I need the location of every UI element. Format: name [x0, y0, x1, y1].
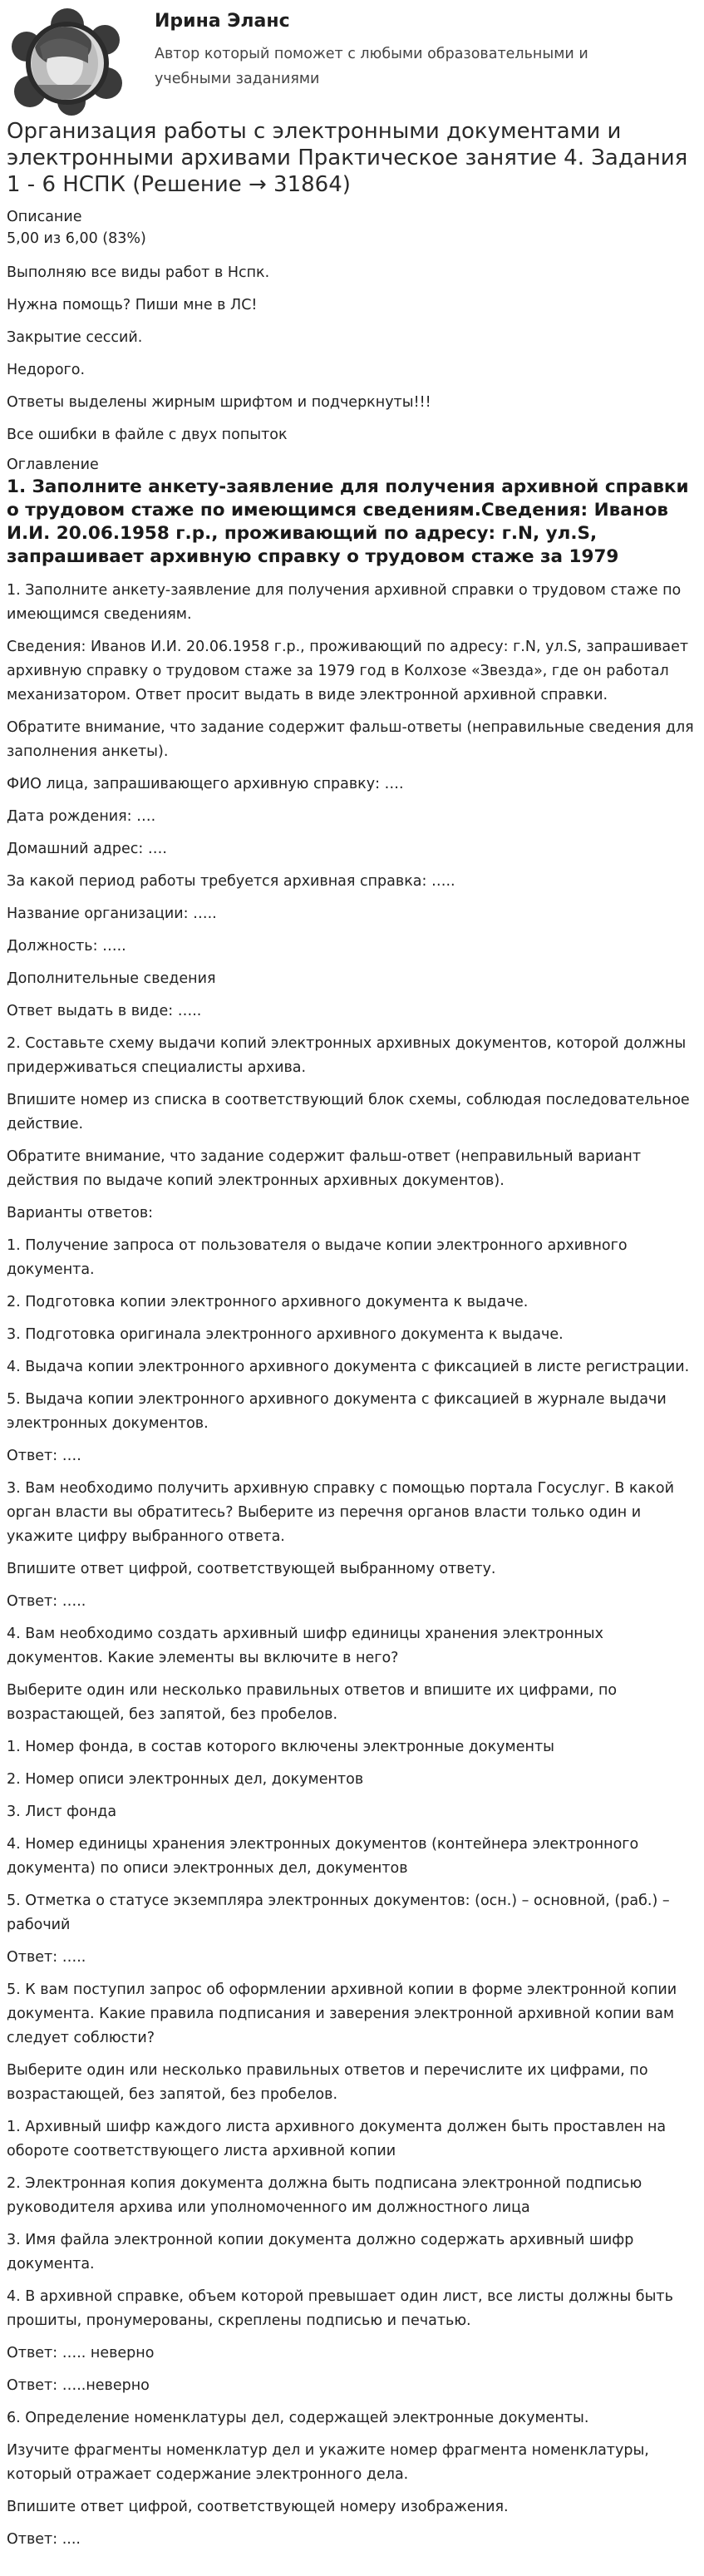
- body-paragraph: Ответ: …..: [7, 1949, 86, 1966]
- body-paragraph: 2. Электронная копия документа должна быть подписана электронной подписью руководителя архива или уполномоченного им должностного лица: [7, 2175, 642, 2216]
- intro-line: Недорого.: [7, 362, 86, 378]
- body-paragraph: 2. Составьте схему выдачи копий электронных архивных документов, которой должны придерживаться специалисты архива.: [7, 1035, 687, 1076]
- body-paragraph: 4. В архивной справке, объем которой превышает один лист, все листы должны быть прошиты, пронумерованы, скреплены подписью и печатью.: [7, 2288, 673, 2329]
- body-paragraph: 1. Архивный шифр каждого листа архивного документа должен быть проставлен на обороте соответствующего листа архивной копии: [7, 2119, 667, 2159]
- body-paragraph: 3. Вам необходимо получить архивную справку с помощью портала Госуслуг. В какой орган власти вы обратитесь? Выберите из перечня органов власти только один и укажите цифру выбранного ответа.: [7, 1480, 674, 1545]
- body-paragraph: Обратите внимание, что задание содержит фальш-ответы (неправильные сведения для заполнения анкеты).: [7, 719, 694, 760]
- body-paragraph: 4. Номер единицы хранения электронных документов (контейнера электронного документа) по описи электронных дел, документов: [7, 1836, 639, 1877]
- body-paragraph: Ответ: …..: [7, 1593, 86, 1610]
- toc-label[interactable]: Оглавление: [7, 456, 99, 473]
- description-label: Описание: [7, 209, 82, 225]
- body-paragraph: 1. Номер фонда, в состав которого включены электронные документы: [7, 1739, 554, 1755]
- body-paragraph: 3. Подготовка оригинала электронного архивного документа к выдаче.: [7, 1326, 564, 1343]
- intro-line: Все ошибки в файле с двух попыток: [7, 427, 288, 443]
- body-paragraph: Впишите ответ цифрой, соответствующей номеру изображения.: [7, 2499, 509, 2515]
- body-paragraph: Домашний адрес: ….: [7, 841, 167, 857]
- body-paragraph: Варианты ответов:: [7, 1205, 154, 1221]
- body-paragraph: 5. Отметка о статусе экземпляра электронных документов: (осн.) – основной, (раб.) – рабочий: [7, 1893, 670, 1933]
- body-paragraph: 1. Получение запроса от пользователя о выдаче копии электронного архивного документа.: [7, 1237, 628, 1278]
- body-paragraph: За какой период работы требуется архивная справка: …..: [7, 873, 455, 890]
- intro-line: Нужна помощь? Пиши мне в ЛС!: [7, 297, 258, 313]
- avatar-frame-icon: [8, 5, 126, 116]
- body-paragraph: Ответ: ….. неверно: [7, 2345, 155, 2361]
- body-paragraph: 5. Выдача копии электронного архивного документа с фиксацией в журнале выдачи электронных документов.: [7, 1391, 667, 1432]
- body-paragraph: Впишите номер из списка в соответствующий блок схемы, соблюдая последовательное действие.: [7, 1092, 690, 1133]
- body-paragraph: ФИО лица, запрашивающего архивную справку: ….: [7, 776, 404, 792]
- intro-line: Ответы выделены жирным шрифтом и подчеркнуты!!!: [7, 394, 431, 411]
- body-paragraph: Выберите один или несколько правильных ответов и впишите их цифрами, по возрастающей, без запятой, без пробелов.: [7, 1682, 618, 1723]
- body-paragraph: 3. Имя файла электронной копии документа должно содержать архивный шифр документа.: [7, 2232, 634, 2273]
- body-paragraph: Ответ: ….: [7, 1448, 81, 1464]
- body-paragraph: 2. Подготовка копии электронного архивного документа к выдаче.: [7, 1294, 529, 1310]
- body-paragraph: 2. Номер описи электронных дел, документов: [7, 1771, 364, 1788]
- author-name[interactable]: Ирина Эланс: [155, 11, 290, 32]
- body-paragraph: Дополнительные сведения: [7, 970, 216, 987]
- body-paragraph: 4. Выдача копии электронного архивного документа с фиксацией в листе регистрации.: [7, 1359, 690, 1375]
- author-card: [0, 0, 704, 116]
- body-paragraph: Впишите ответ цифрой, соответствующей выбранному ответу.: [7, 1561, 496, 1577]
- body-paragraph: Ответ выдать в виде: …..: [7, 1003, 202, 1019]
- body-paragraph: Ответ: ....: [7, 2531, 81, 2548]
- intro-line: Закрытие сессий.: [7, 329, 143, 346]
- body-paragraph: Изучите фрагменты номенклатур дел и укажите номер фрагмента номенклатуры, который отражает содержание электронного дела.: [7, 2442, 649, 2483]
- section-heading: 1. Заполните анкету-заявление для получения архивной справки о трудовом стаже по имеющимся сведениям.Сведения: Иванов И.И. 20.06.1958 г.р., проживающий по адресу: г.N, ул.S, запрашивает архивную справку о трудовом стаже за 1979: [7, 476, 689, 567]
- rating-value: 5,00 из 6,00 (83%): [7, 230, 146, 247]
- body-paragraph: Дата рождения: ….: [7, 808, 156, 825]
- body-paragraph: 6. Определение номенклатуры дел, содержащей электронные документы.: [7, 2410, 589, 2426]
- body-paragraph: Обратите внимание, что задание содержит фальш-ответ (неправильный вариант действия по выдаче копий электронных архивных документов).: [7, 1148, 642, 1189]
- body-paragraph: Название организации: …..: [7, 906, 217, 922]
- body-paragraph: Выберите один или несколько правильных ответов и перечислите их цифрами, по возрастающей, без запятой, без пробелов.: [7, 2062, 648, 2103]
- body-paragraph: 4. Вам необходимо создать архивный шифр единицы хранения электронных документов. Какие элементы вы включите в него?: [7, 1626, 603, 1666]
- author-description: Автор который поможет с любыми образовательными и учебными заданиями: [155, 46, 588, 87]
- body-paragraph: Должность: …..: [7, 938, 126, 955]
- body-paragraph: Сведения: Иванов И.И. 20.06.1958 г.р., проживающий по адресу: г.N, ул.S, запрашивает архивную справку о трудовом стаже за 1979 год в Колхозе «Звезда», где он работал механизатором. Ответ просит выдать в виде электронной архивной справки.: [7, 639, 689, 703]
- avatar[interactable]: [8, 5, 126, 116]
- intro-line: Выполняю все виды работ в Нспк.: [7, 264, 270, 281]
- body-paragraph: 1. Заполните анкету-заявление для получения архивной справки о трудовом стаже по имеющимся сведениям.: [7, 582, 682, 623]
- body-paragraph: 3. Лист фонда: [7, 1804, 117, 1820]
- page-title: Организация работы с электронными документами и электронными архивами Практическое занятие 4. Задания 1 - 6 НСПК (Решение → 31864): [7, 119, 688, 197]
- main-content: [7, 118, 698, 2560]
- body-paragraph: 5. К вам поступил запрос об оформлении архивной копии в форме электронной копии документа. Какие правила подписания и заверения электронной архивной копии вам следует соблюсти?: [7, 1981, 677, 2046]
- body-paragraph: Ответ: …..неверно: [7, 2377, 150, 2394]
